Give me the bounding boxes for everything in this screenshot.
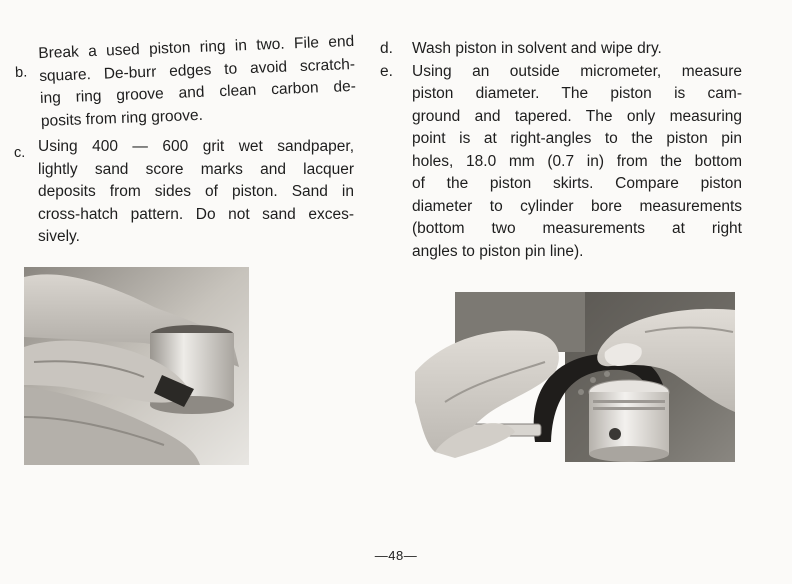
- step-line: holes, 18.0 mm (0.7 in) from the bottom: [412, 152, 742, 170]
- step-line: lightly sand score marks and lacquer: [38, 160, 354, 178]
- step-line: of the piston skirts. Compare piston: [412, 175, 742, 192]
- step-line: Using an outside micrometer, measure: [412, 62, 742, 80]
- step-letter: c.: [14, 145, 26, 161]
- step-line: ing ring groove and clean carbon de-: [39, 77, 357, 108]
- step-line: posits from ring groove.: [40, 106, 204, 130]
- step-line: Wash piston in solvent and wipe dry.: [412, 40, 662, 57]
- page-number: —48—: [374, 548, 418, 563]
- step-line: square. De-burr edges to avoid scratch-: [38, 55, 356, 85]
- step-d: [380, 38, 742, 61]
- step-line: ground and tapered. The only measuring: [412, 107, 742, 125]
- photo-sanding-piston: [24, 267, 249, 465]
- right-column: [380, 38, 742, 263]
- step-line: (bottom two measurements at right: [412, 220, 742, 237]
- step-letter: b.: [14, 64, 28, 81]
- step-line: Using 400 — 600 grit wet sandpaper,: [38, 138, 354, 155]
- step-letter: d.: [380, 40, 393, 57]
- step-line: sively.: [38, 228, 80, 245]
- photo-micrometer-piston: [415, 292, 735, 462]
- step-line: Break a used piston ring in two. File end: [38, 32, 355, 63]
- step-c: [14, 136, 354, 249]
- step-line: point is at right-angles to the piston pin: [412, 130, 742, 147]
- step-line: angles to piston pin line).: [412, 242, 584, 260]
- step-line: deposits from sides of piston. Sand in: [38, 183, 354, 200]
- step-line: cross-hatch pattern. Do not sand exces-: [38, 205, 354, 223]
- step-e: [380, 61, 742, 264]
- step-letter: e.: [380, 62, 393, 80]
- step-line: piston diameter. The piston is cam-: [412, 85, 742, 102]
- left-column: [14, 32, 357, 249]
- step-b: [14, 31, 357, 134]
- step-line: diameter to cylinder bore measurements: [412, 197, 742, 215]
